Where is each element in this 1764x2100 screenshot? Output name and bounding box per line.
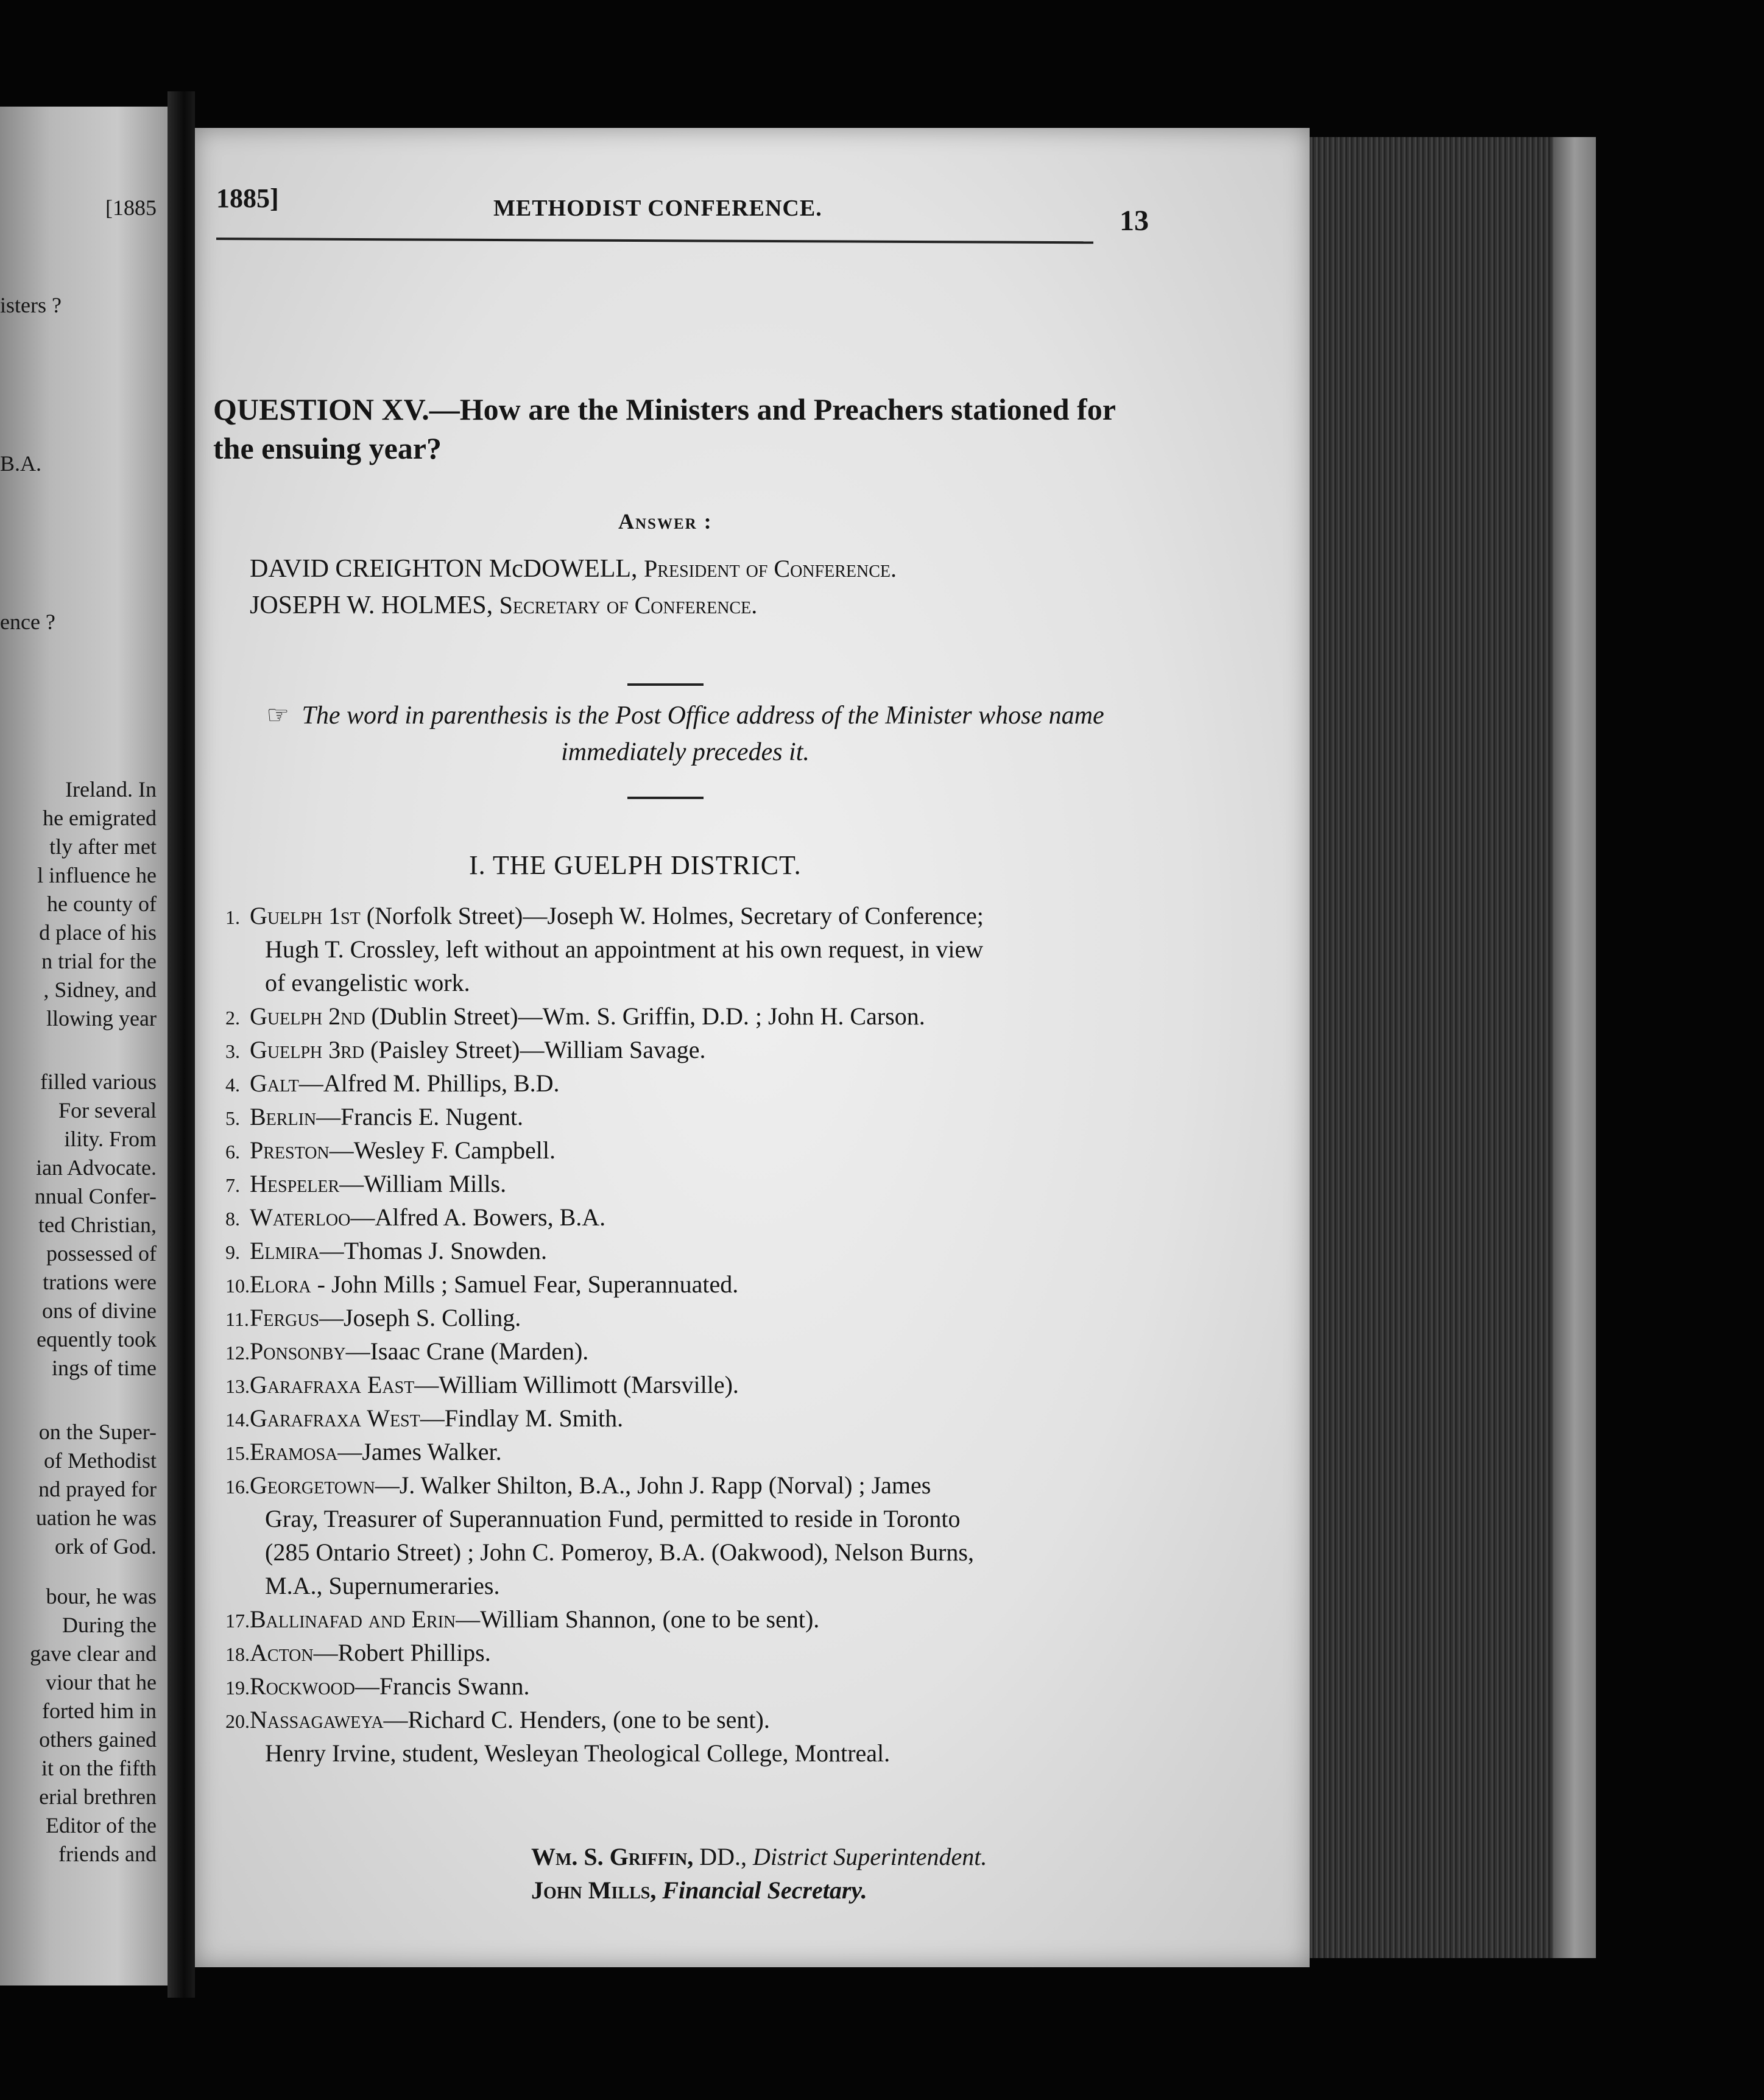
left-page-line: ence ? [0,610,55,634]
left-page-line: n trial for the [41,949,157,973]
entry-number: 2. [225,1007,240,1029]
district-title: I. THE GUELPH DISTRICT. [469,850,802,880]
left-page-line: llowing year [46,1006,157,1031]
left-page-line: ian Advocate. [36,1155,157,1180]
left-page-line: For several [58,1098,157,1122]
divider-rule [627,683,704,686]
left-page-line: possessed of [46,1241,157,1266]
president-line [250,554,897,583]
circuit-ministers: —William Shannon, (one to be sent). [456,1605,820,1633]
header-year: 1885] [216,183,279,213]
left-page-line: he county of [47,892,157,916]
entry-continuation: Gray, Treasurer of Superannuation Fund, permitted to reside in Toronto [265,1505,961,1532]
left-page-line: it on the fifth [41,1756,157,1780]
entry-continuation: Henry Irvine, student, Wesleyan Theological College, Montreal. [265,1739,891,1767]
financial-secretary-signature [531,1876,867,1904]
secretary-name: JOSEPH W. HOLMES, [250,591,493,619]
circuit-name: Ballinafad and Erin [250,1605,456,1633]
left-page-line: nnual Confer- [34,1184,157,1208]
station-entry [225,1069,560,1098]
entry-number: 17. [225,1610,250,1632]
entry-number: 1. [225,906,240,928]
station-entry [225,901,984,930]
station-entry [225,1136,556,1165]
secretary-title: Secretary of Conference. [499,591,758,619]
left-page-line: l influence he [37,863,157,887]
circuit-ministers: —J. Walker Shilton, B.A., John J. Rapp (Norval) ; James [375,1471,931,1499]
answer-label: Answer : [618,509,713,534]
entry-number: 15. [225,1442,250,1464]
circuit-name: Ponsonby [250,1337,346,1365]
circuit-ministers: - John Mills ; Samuel Fear, Superannuated. [311,1270,739,1298]
circuit-ministers: —William Mills. [339,1170,507,1197]
circuit-name: Garafraxa West [250,1404,420,1432]
entry-number: 10. [225,1275,250,1297]
circuit-name: Elmira [250,1237,320,1264]
circuit-name: Hespeler [250,1170,340,1197]
station-entry [225,1002,925,1031]
left-page-line: B.A. [0,451,42,476]
circuit-ministers: —Wesley F. Campbell. [329,1136,556,1164]
header-title: METHODIST CONFERENCE. [493,196,822,221]
station-entry [225,1303,521,1332]
entry-number: 16. [225,1476,250,1498]
question-heading: QUESTION XV.—How are the Ministers and Preachers stationed for the ensuing year? [213,392,1115,465]
left-page-line: ons of divine [42,1298,157,1323]
circuit-name: Waterloo [250,1203,351,1231]
circuit-ministers: —Alfred M. Phillips, B.D. [298,1069,560,1097]
left-page-line: filled various [40,1069,157,1094]
left-page-line: others gained [39,1727,157,1752]
left-facing-page [0,107,168,1985]
entry-continuation: (285 Ontario Street) ; John C. Pomeroy, B.A. (Oakwood), Nelson Burns, [265,1538,974,1566]
station-entry [225,1672,530,1700]
circuit-name: Nassagaweya [250,1706,384,1733]
book-page-edges [1310,137,1596,1958]
circuit-name: Georgetown [250,1471,375,1499]
left-page-line: ted Christian, [38,1213,157,1237]
circuit-ministers: —Richard C. Henders, (one to be sent). [383,1706,770,1733]
circuit-name: Fergus [250,1304,320,1331]
circuit-name: Guelph 3rd [250,1036,365,1063]
entry-number: 3. [225,1040,240,1062]
left-page-line: d place of his [39,920,157,945]
left-page-line: he emigrated [43,806,157,830]
station-entry [225,1705,770,1734]
circuit-ministers: (Paisley Street)—William Savage. [364,1036,706,1063]
station-entry [225,1404,623,1432]
circuit-ministers: —Francis Swann. [355,1672,530,1700]
entry-number: 5. [225,1107,240,1129]
entry-number: 13. [225,1375,250,1397]
left-page-line: uation he was [36,1506,157,1530]
left-page-line: ings of time [52,1356,157,1380]
left-page-line: trations were [43,1270,157,1294]
circuit-ministers: (Norfolk Street)—Joseph W. Holmes, Secretary of Conference; [360,902,984,929]
circuit-ministers: —Robert Phillips. [313,1639,491,1666]
left-page-line: gave clear and [30,1641,157,1666]
post-office-note [210,697,1160,770]
station-entry [225,1471,931,1499]
station-entry [225,1102,523,1131]
entry-continuation: M.A., Supernumeraries. [265,1572,500,1599]
left-page-line: forted him in [42,1699,157,1723]
circuit-ministers: —Alfred A. Bowers, B.A. [350,1203,606,1231]
circuit-name: Preston [250,1136,330,1164]
circuit-ministers: —Francis E. Nugent. [316,1103,524,1130]
entry-number: 11. [225,1308,249,1330]
station-entry [225,1605,819,1633]
circuit-name: Eramosa [250,1438,338,1465]
financial-secretary-name: John Mills, [531,1876,657,1904]
station-entry [225,1638,491,1667]
circuit-ministers: —Findlay M. Smith. [420,1404,624,1432]
circuit-ministers: (Dublin Street)—Wm. S. Griffin, D.D. ; John H. Carson. [365,1002,925,1030]
secretary-line [250,591,757,620]
circuit-name: Guelph 2nd [250,1002,365,1030]
entry-number: 4. [225,1074,240,1096]
entry-number: 7. [225,1174,240,1196]
entry-number: 8. [225,1208,240,1230]
president-name: DAVID CREIGHTON McDOWELL, [250,555,638,583]
left-page-line: During the [62,1613,157,1637]
circuit-name: Rockwood [250,1672,355,1700]
left-page-line: isters ? [0,293,62,317]
left-page-line: ility. From [64,1127,157,1151]
station-entry [225,1337,588,1365]
left-page-line: , Sidney, and [43,978,157,1002]
circuit-name: Guelph 1st [250,902,361,929]
circuit-ministers: —James Walker. [337,1438,502,1465]
station-entry [225,1203,605,1231]
superintendent-degree: DD., [693,1843,753,1870]
circuit-ministers: —Joseph S. Colling. [319,1304,521,1331]
president-title: President of Conference. [644,555,897,582]
page-number: 13 [1120,205,1149,237]
circuit-ministers: —William Willimott (Marsville). [414,1371,739,1398]
station-entry [225,1169,506,1198]
station-entry [225,1437,502,1466]
left-page-line: Ireland. In [65,777,157,802]
entry-number: 20. [225,1710,250,1732]
station-entry [225,1236,547,1265]
entry-number: 6. [225,1141,240,1163]
entry-continuation: Hugh T. Crossley, left without an appointment at his own request, in view [265,935,984,963]
station-entry [225,1370,739,1399]
circuit-name: Galt [250,1069,299,1097]
left-page-line: bour, he was [46,1584,157,1608]
superintendent-signature [531,1842,987,1871]
superintendent-name: Wm. S. Griffin, [531,1843,694,1870]
left-page-line: of Methodist [44,1448,157,1473]
left-page-line: Editor of the [46,1813,157,1838]
note-text: The word in parenthesis is the Post Office address of the Minister whose name immediately precedes it. [302,702,1104,766]
circuit-name: Elora [250,1270,311,1298]
left-page-line: on the Super- [38,1420,157,1444]
divider-rule [627,797,704,799]
station-entry [225,1035,705,1064]
superintendent-role: District Superintendent. [753,1843,987,1870]
circuit-name: Acton [250,1639,314,1666]
entry-number: 18. [225,1643,250,1665]
circuit-ministers: —Isaac Crane (Marden). [345,1337,589,1365]
left-page-line: friends and [58,1842,157,1866]
circuit-name: Garafraxa East [250,1371,415,1398]
book-gutter [168,91,195,1998]
left-page-line: equently took [37,1327,157,1351]
entry-number: 19. [225,1677,250,1699]
entry-number: 14. [225,1409,250,1431]
station-entry [225,1270,738,1298]
entry-continuation: of evangelistic work. [265,969,470,996]
left-page-line: ork of God. [55,1534,157,1559]
left-page-line: erial brethren [39,1785,157,1809]
left-page-line: nd prayed for [38,1477,157,1501]
left-page-line: viour that he [46,1670,157,1694]
circuit-name: Berlin [250,1103,317,1130]
left-page-line: tly after met [49,834,157,859]
entry-number: 12. [225,1342,250,1364]
circuit-ministers: —Thomas J. Snowden. [319,1237,547,1264]
financial-secretary-role: Financial Secretary. [662,1876,867,1904]
left-page-line: [1885 [105,196,157,220]
pointing-hand-icon: ☞ [266,702,290,730]
entry-number: 9. [225,1241,240,1263]
